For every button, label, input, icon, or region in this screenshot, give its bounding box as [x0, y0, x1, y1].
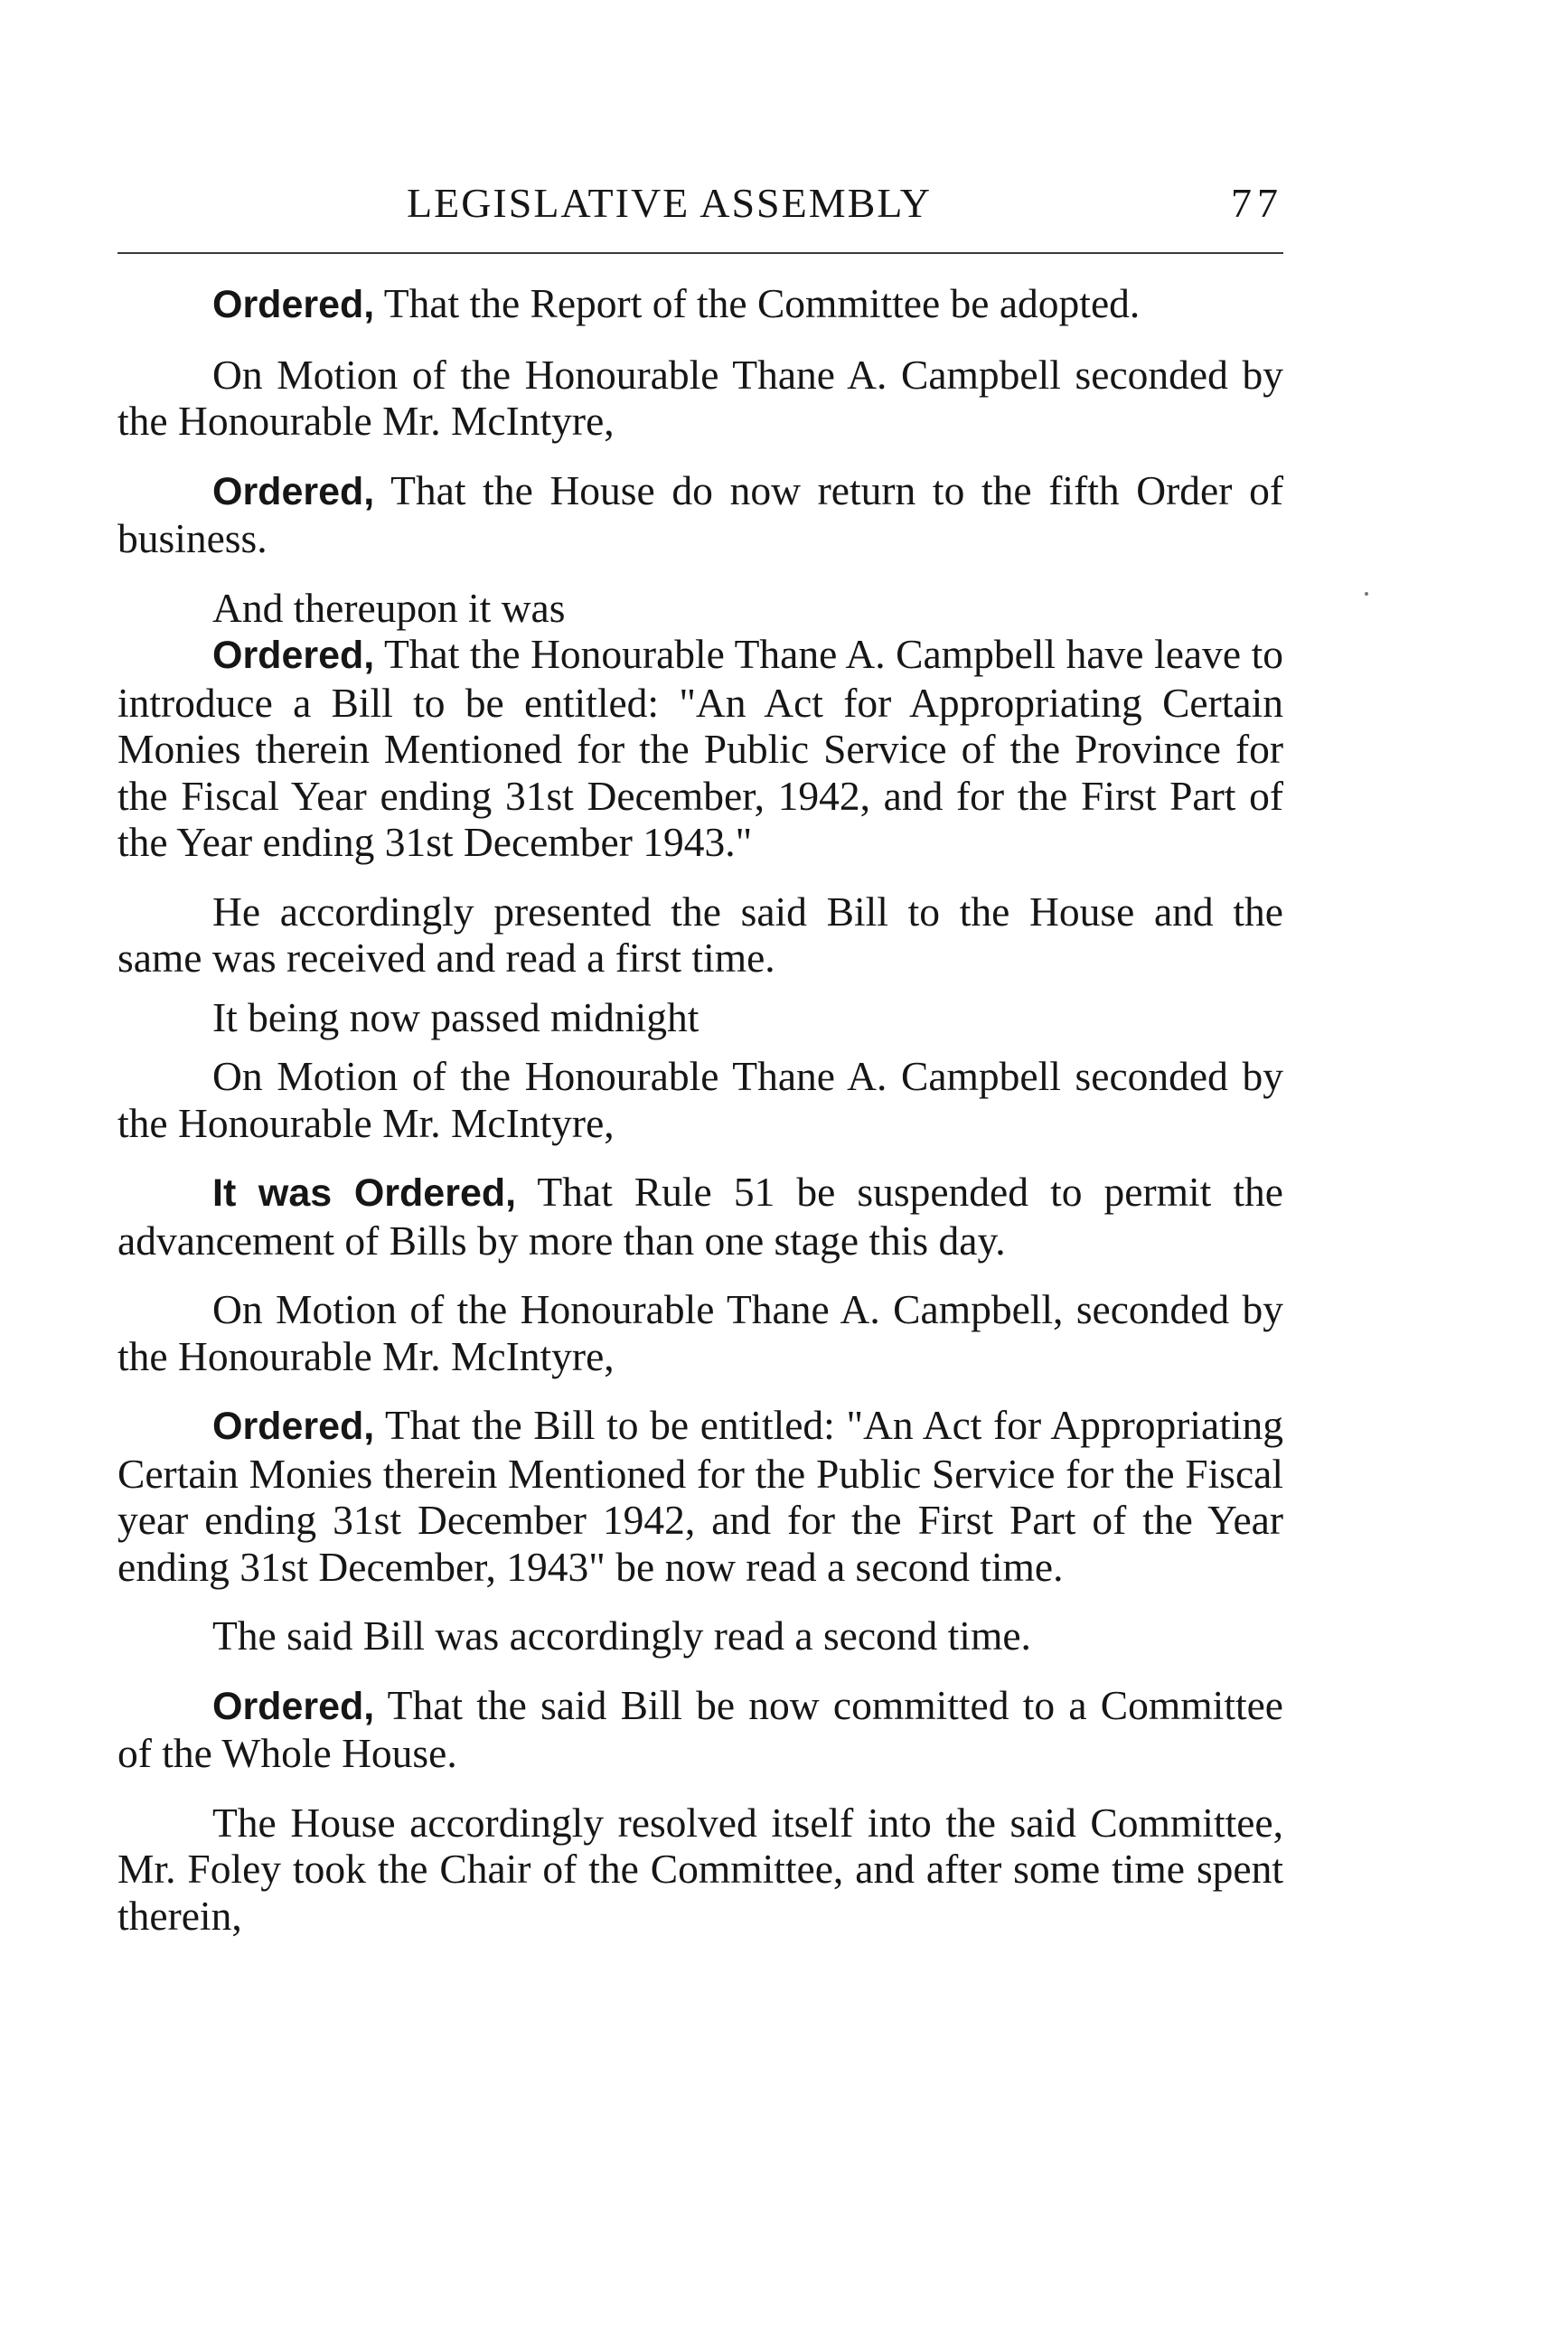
- paragraph-lead: Ordered,: [212, 634, 375, 677]
- paragraph-lead: Ordered,: [212, 469, 375, 513]
- header-rule: [117, 252, 1283, 254]
- paragraph-lead: It was Ordered,: [212, 1171, 517, 1215]
- paragraph: [117, 352, 1283, 445]
- paragraph-text: That the Report of the Committee be adopted.: [383, 280, 1141, 326]
- paragraph-lead: Ordered,: [212, 1684, 375, 1728]
- paragraph: [117, 631, 1283, 866]
- paragraph-text: That Rule 51 be suspended to permit the advancement of Bills by more than one stage this day.: [117, 1169, 1283, 1264]
- paragraph-text: On Motion of the Honourable Thane A. Campbell seconded by the Honourable Mr. McIntyre,: [117, 351, 1283, 444]
- paragraph: [117, 994, 1283, 1041]
- running-head: [117, 179, 1283, 242]
- paragraph: [117, 888, 1283, 982]
- paragraph-text: That the Bill to be entitled: "An Act for Appropriating Certain Monies therein Mentioned for the Public Service for the Fiscal year ending 31st December 1942, and for the First Part of the Year ending 31st December, 1943" be now read a second time.: [117, 1402, 1283, 1590]
- paragraph-lead: Ordered,: [212, 1405, 375, 1448]
- paragraph-text: On Motion of the Honourable Thane A. Campbell, seconded by the Honourable Mr. McIntyre,: [117, 1286, 1283, 1379]
- paragraph-text: It being now passed midnight: [212, 993, 699, 1040]
- paragraph: [117, 280, 1283, 329]
- paragraph: [117, 1053, 1283, 1146]
- paragraph: [117, 467, 1283, 562]
- paragraph-text: He accordingly presented the said Bill to the House and the same was received and read a first time.: [117, 888, 1283, 981]
- paragraph: [117, 1612, 1283, 1659]
- paragraph: [117, 1402, 1283, 1590]
- paragraph-text: That the said Bill be now committed to a Committee of the Whole House.: [117, 1681, 1283, 1776]
- body-text: [117, 280, 1283, 1939]
- paragraph-text: The said Bill was accordingly read a second time.: [212, 1612, 1031, 1659]
- paragraph: [117, 585, 1283, 632]
- paragraph: [117, 1800, 1283, 1940]
- margin-speck: [1365, 592, 1368, 596]
- page-number: 77: [1231, 180, 1283, 226]
- paragraph-text: On Motion of the Honourable Thane A. Campbell seconded by the Honourable Mr. McIntyre,: [117, 1053, 1283, 1146]
- paragraph: [117, 1682, 1283, 1777]
- paragraph-lead: Ordered,: [212, 283, 375, 326]
- paragraph-text: The House accordingly resolved itself into the said Committee, Mr. Foley took the Chair of the Committee, and after some time spent therein,: [117, 1799, 1283, 1939]
- paragraph: [117, 1169, 1283, 1264]
- paragraph-text: That the Honourable Thane A. Campbell have leave to introduce a Bill to be entitled: "An Act for Appropriating Certain Monies therein Mentioned for the Public Service of the Province for the Fiscal Year ending 31st December, 1942, and for the First Part of the Year ending 31st December 1943.": [117, 631, 1283, 865]
- paragraph-text: That the House do now return to the fifth Order of business.: [117, 466, 1283, 561]
- paragraph: [117, 1286, 1283, 1379]
- running-title: LEGISLATIVE ASSEMBLY: [407, 180, 933, 226]
- paragraph-text: And thereupon it was: [212, 584, 566, 631]
